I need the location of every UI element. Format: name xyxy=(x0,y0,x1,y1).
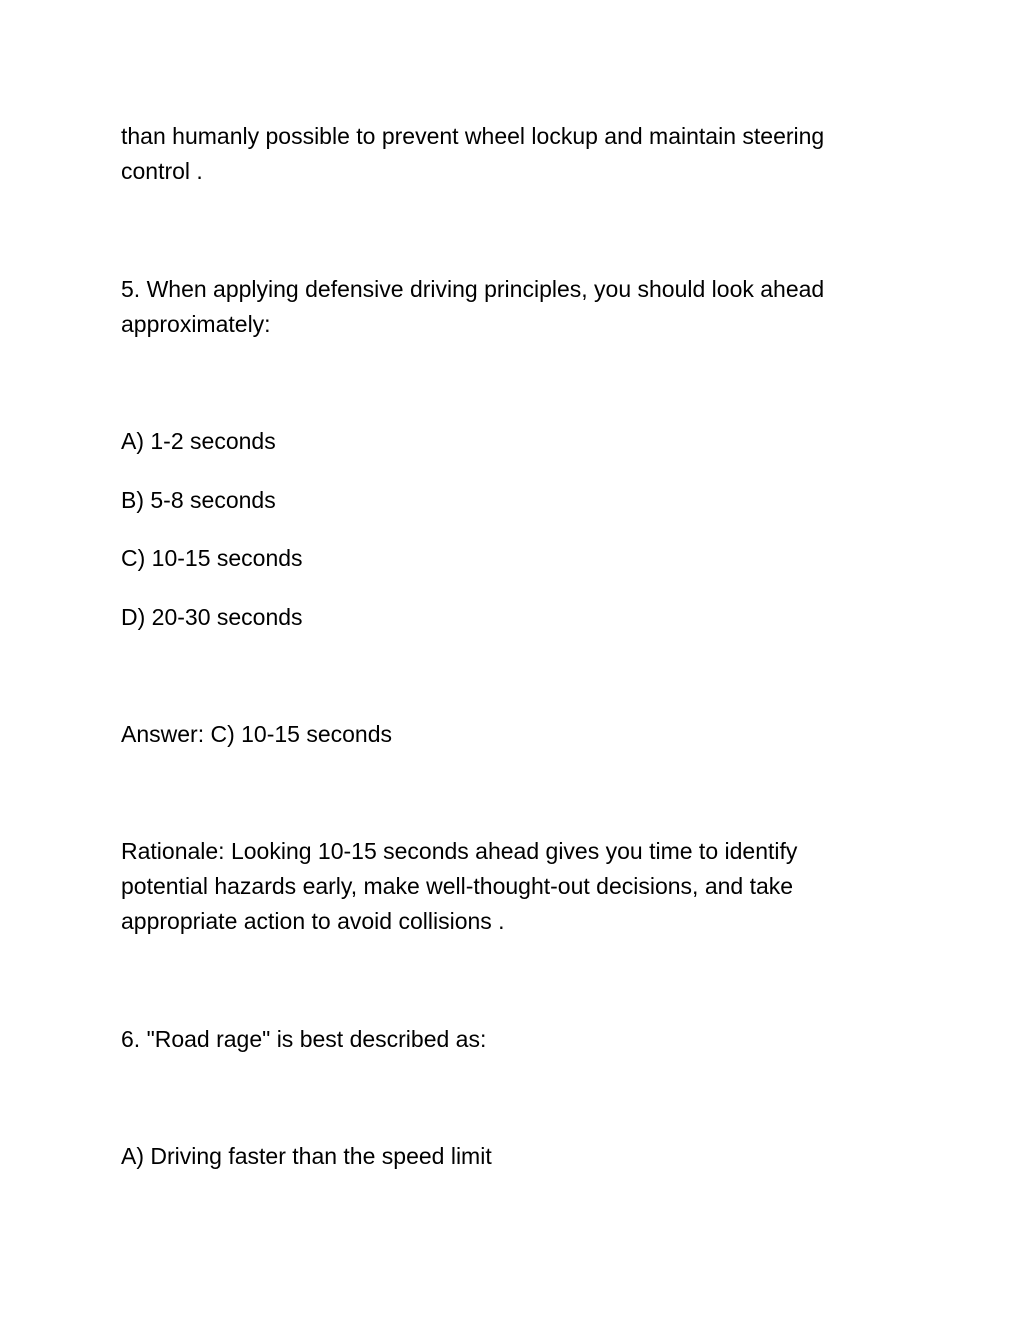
question-5-rationale-line-3: appropriate action to avoid collisions . xyxy=(121,908,505,934)
question-5-option-c: C) 10-15 seconds xyxy=(121,545,303,571)
question-5-rationale-line-1: Rationale: Looking 10-15 seconds ahead gives you time to identify xyxy=(121,838,798,864)
question-6-stem: 6. "Road rage" is best described as: xyxy=(121,1026,487,1052)
question-5-option-a: A) 1-2 seconds xyxy=(121,428,276,454)
continuation-text-line-2: control . xyxy=(121,158,203,184)
question-5-stem-line-1: 5. When applying defensive driving principles, you should look ahead xyxy=(121,276,825,302)
question-5-answer: Answer: C) 10-15 seconds xyxy=(121,721,393,747)
question-5-stem-line-2: approximately: xyxy=(121,311,271,337)
question-5-option-d: D) 20-30 seconds xyxy=(121,604,303,630)
question-5-rationale-line-2: potential hazards early, make well-thought-out decisions, and take xyxy=(121,873,794,899)
question-5-option-b: B) 5-8 seconds xyxy=(121,487,276,513)
question-6-option-a: A) Driving faster than the speed limit xyxy=(121,1143,492,1169)
continuation-text-line-1: than humanly possible to prevent wheel lockup and maintain steering xyxy=(121,123,825,149)
